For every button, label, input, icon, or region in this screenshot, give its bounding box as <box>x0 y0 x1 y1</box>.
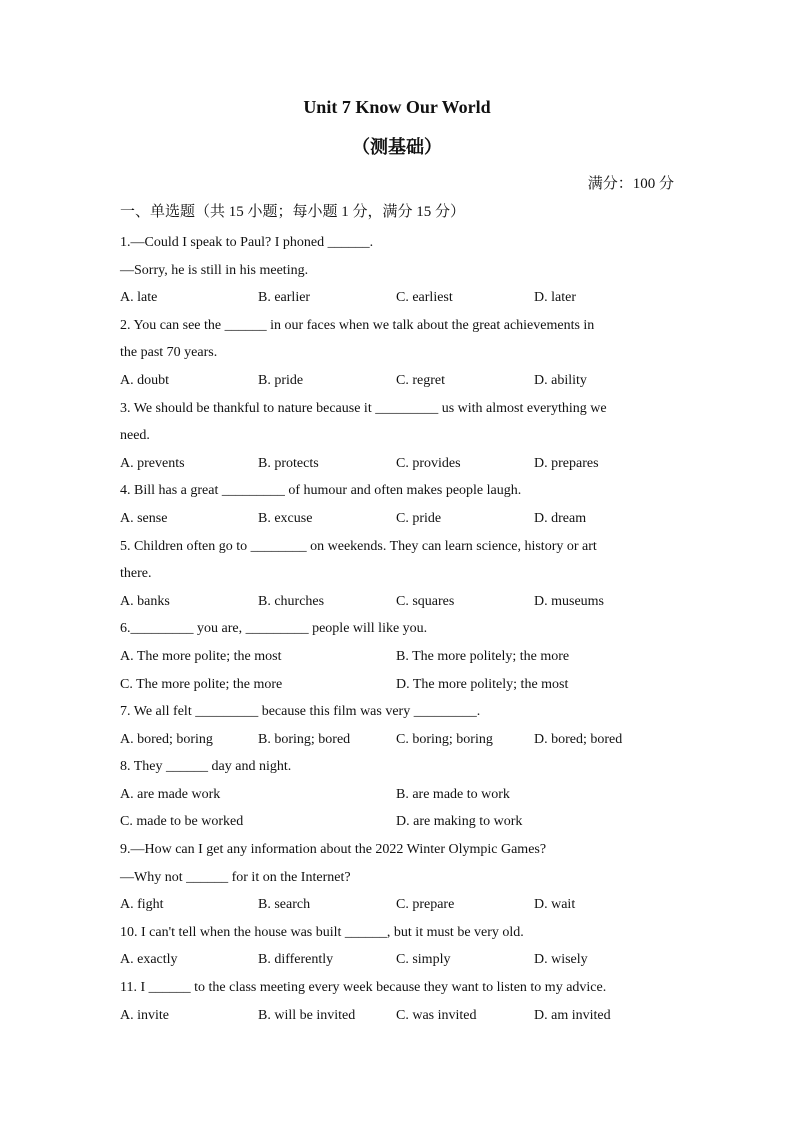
answer-option[interactable]: B. protects <box>258 455 319 471</box>
document-subtitle: （测基础） <box>352 137 442 157</box>
answer-option[interactable]: C. prepare <box>396 897 455 913</box>
question-text: need. <box>120 428 150 444</box>
document-title: Unit 7 Know Our World <box>303 97 491 117</box>
answer-option[interactable]: C. was invited <box>396 1007 477 1023</box>
answer-option[interactable]: B. earlier <box>258 290 311 306</box>
answer-option[interactable]: A. are made work <box>120 786 221 802</box>
options-row <box>120 891 675 919</box>
question-item <box>120 974 675 1029</box>
answer-option[interactable]: B. differently <box>258 952 334 968</box>
answer-option[interactable]: A. fight <box>120 897 164 913</box>
answer-option[interactable]: D. The more politely; the most <box>396 676 569 692</box>
question-text: —Why not ______ for it on the Internet? <box>120 869 351 885</box>
answer-option[interactable]: C. squares <box>396 593 455 609</box>
options-row <box>120 726 675 754</box>
question-list <box>120 201 675 1029</box>
options-row <box>120 808 675 836</box>
answer-option[interactable]: D. am invited <box>534 1007 611 1023</box>
question-text: 5. Children often go to ________ on weekends. They can learn science, history or art <box>120 538 597 554</box>
options-row <box>120 781 675 809</box>
answer-option[interactable]: A. exactly <box>120 952 178 968</box>
question-text: 2. You can see the ______ in our faces when we talk about the great achievements in <box>120 317 595 333</box>
options-row <box>120 671 675 699</box>
question-item <box>120 836 675 919</box>
answer-option[interactable]: C. provides <box>396 455 461 471</box>
answer-option[interactable]: D. ability <box>534 372 587 388</box>
answer-option[interactable]: D. bored; bored <box>534 731 623 747</box>
answer-option[interactable]: B. churches <box>258 593 325 609</box>
answer-option[interactable]: B. The more politely; the more <box>396 648 570 664</box>
answer-option[interactable]: A. sense <box>120 510 168 526</box>
answer-option[interactable]: D. wait <box>534 897 576 913</box>
options-row <box>120 505 675 533</box>
answer-option[interactable]: A. prevents <box>120 455 185 471</box>
answer-option[interactable]: B. boring; bored <box>258 731 351 747</box>
question-text: —Sorry, he is still in his meeting. <box>120 262 309 278</box>
question-item <box>120 615 675 698</box>
answer-option[interactable]: D. prepares <box>534 455 599 471</box>
question-text: 6._________ you are, _________ people will like you. <box>120 621 428 637</box>
question-item <box>120 753 675 836</box>
question-text: 8. They ______ day and night. <box>120 759 292 775</box>
question-item <box>120 395 675 478</box>
answer-option[interactable]: A. The more polite; the most <box>120 648 282 664</box>
answer-option[interactable]: D. are making to work <box>396 814 523 830</box>
answer-option[interactable]: A. late <box>120 290 158 306</box>
question-text: 9.—How can I get any information about the 2022 Winter Olympic Games? <box>120 842 547 858</box>
question-text: the past 70 years. <box>120 345 218 361</box>
answer-option[interactable]: C. earliest <box>396 290 453 306</box>
options-row <box>120 367 675 395</box>
question-text: 10. I can't tell when the house was built ______, but it must be very old. <box>120 924 524 940</box>
question-item <box>120 698 675 753</box>
answer-option[interactable]: B. are made to work <box>396 786 510 802</box>
answer-option[interactable]: B. will be invited <box>258 1007 356 1023</box>
question-text: 7. We all felt _________ because this film was very _________. <box>120 704 481 720</box>
section-heading: 一、单选题（共 15 小题；每小题 1 分，满分 15 分） <box>120 204 466 220</box>
answer-option[interactable]: D. later <box>534 290 576 306</box>
answer-option[interactable]: C. The more polite; the more <box>120 676 283 692</box>
answer-option[interactable]: A. invite <box>120 1007 169 1023</box>
answer-option[interactable]: D. museums <box>534 593 604 609</box>
answer-option[interactable]: C. regret <box>396 372 445 388</box>
options-row <box>120 450 675 478</box>
question-text: 4. Bill has a great _________ of humour and often makes people laugh. <box>120 483 522 499</box>
answer-option[interactable]: A. bored; boring <box>120 731 213 747</box>
options-row <box>120 643 675 671</box>
answer-option[interactable]: D. dream <box>534 510 587 526</box>
question-text: 3. We should be thankful to nature because it _________ us with almost everything we <box>120 400 607 416</box>
answer-option[interactable]: C. made to be worked <box>120 814 244 830</box>
options-row <box>120 946 675 974</box>
question-item <box>120 919 675 974</box>
answer-option[interactable]: C. boring; boring <box>396 731 493 747</box>
full-score-label: 满分：100 分 <box>587 176 674 192</box>
question-item <box>120 477 675 532</box>
answer-option[interactable]: B. excuse <box>258 510 313 526</box>
answer-option[interactable]: C. pride <box>396 510 442 526</box>
options-row <box>120 588 675 616</box>
question-item <box>120 229 675 312</box>
options-row <box>120 1002 675 1030</box>
answer-option[interactable]: C. simply <box>396 952 451 968</box>
answer-option[interactable]: B. pride <box>258 372 304 388</box>
question-text: there. <box>120 566 152 582</box>
options-row <box>120 284 675 312</box>
question-text: 1.—Could I speak to Paul? I phoned ______. <box>120 235 374 250</box>
question-item <box>120 533 675 616</box>
question-item <box>120 312 675 395</box>
answer-option[interactable]: D. wisely <box>534 952 588 968</box>
question-text: 11. I ______ to the class meeting every week because they want to listen to my advice. <box>120 980 607 996</box>
answer-option[interactable]: A. banks <box>120 593 170 609</box>
answer-option[interactable]: A. doubt <box>120 372 169 388</box>
answer-option[interactable]: B. search <box>258 897 311 913</box>
